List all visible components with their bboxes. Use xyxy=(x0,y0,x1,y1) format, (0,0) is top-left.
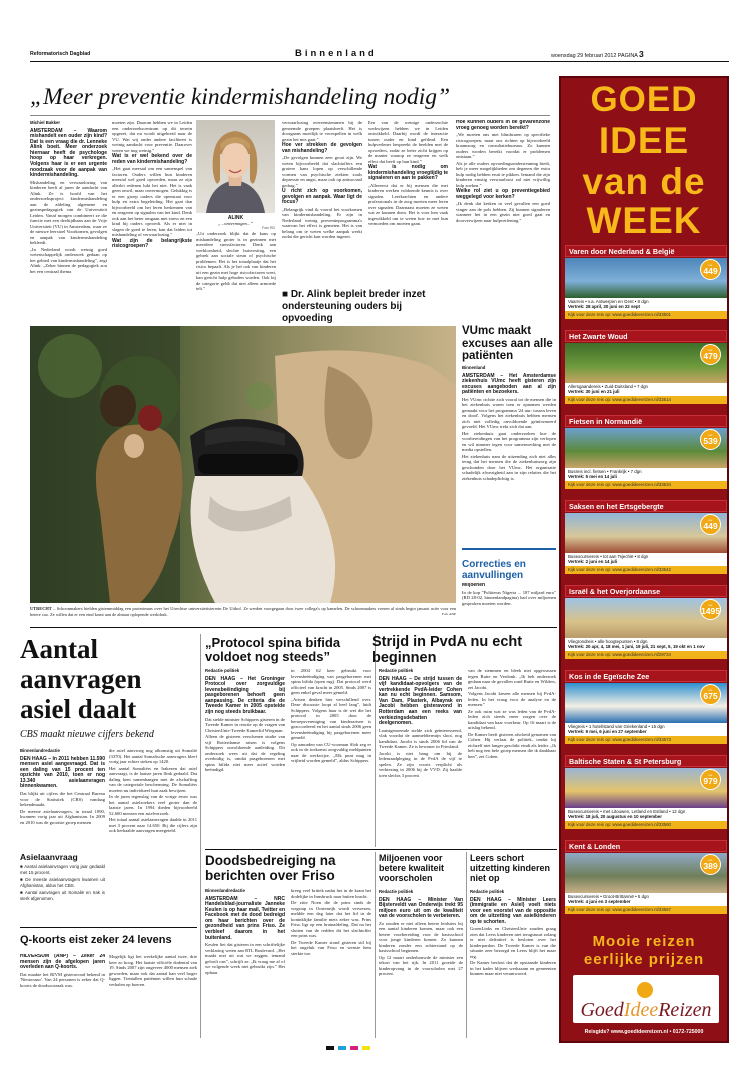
ad-trip-type: Busexcursiereis • tot aan Tsjechië • 8 dgn xyxy=(568,554,649,559)
travel-advertisement xyxy=(559,76,729,1043)
spina-col-2 xyxy=(291,668,371,845)
ad-departure: Vertrek: 28 april, 30 juni en 22 sept xyxy=(568,304,640,310)
friso-paragraph: De zitte Noen die de prins sinds de wegstap in Oostenrijk wordt verwezen, meldde een dag later dat het lid in de koninklijke familie niets zeker was. Prins Friso ligt op een brainafdeling. Dat na het sluiten van de redden dit het slachtoffer een prins was. xyxy=(291,900,371,938)
ad-trip-type: Vliegreis • 1 hotel/stand van Griekenland • 15 dgn xyxy=(568,724,665,729)
friso-headline: Doodsbedreiging na berichten over Friso xyxy=(205,853,336,883)
portrait-photo xyxy=(196,120,275,213)
price-badge xyxy=(700,259,721,280)
main-col-2 xyxy=(112,120,192,321)
main-question: Wat is nodig om kindermishandeling vroegtijdig te signaleren en aan te pakken? xyxy=(368,164,448,182)
price-value: 979 xyxy=(703,776,718,786)
leers-paragraph: GroenLinks en ChristenUnie zouden graag zien dat Leers kinderen niet terugstuurt zolang er niet definitief is besloten over het kinderpardon. De Tweede Kamer is van die situatie zeer bezorgd en Leers blijft het maar erg. xyxy=(470,926,556,959)
caption-credit: Foto ANP xyxy=(441,611,456,616)
corrections-box xyxy=(462,583,556,621)
ad-title-idee: IDEE xyxy=(598,120,690,161)
ad-departure: Vertrek: 5 mei en 14 juli xyxy=(568,474,617,480)
price-badge xyxy=(700,854,721,875)
main-intro: AMSTERDAM – Waarom mishandelt een ouder zijn kind? Dat is een vraag die dr. Lenneke Alink boeit. Meer onderzoek hiernaar heeft de psychologe hoop op haar verkregen. Volgens haar is er een urgente noodzaak voor de aanpak van kindermishandeling. xyxy=(30,127,107,179)
pvda-paragraph: Volgens Jacobi kiezen alle mensen bij PvdA-leden. In het vraag voor de analyse en de mensen.” xyxy=(468,691,556,707)
ad-destination-info xyxy=(565,383,727,396)
asiel-paragraph: In de jaren tegenslag van de vorige eeuw was het aantal asielzoekers veel groter dan de laatste jaren. In 1994 dieden bijvoorbeeld 52.600 mensen een asielverzoek. xyxy=(109,794,197,816)
main-paragraph: verwaarlozing overeenstemmen bij de genoemde groepen plaatsheeft. Het is doorgaans moeilijk te voorspellen in welk gezin het mis gaat.” xyxy=(282,120,362,142)
logo-reizen: Reizen xyxy=(658,999,712,1021)
ad-destination-title: Kos in de Egeïsche Zee xyxy=(565,670,727,682)
miljoenen-intro: DEN HAAG – Minister Van Bijsterveldt van Onderwijs trekt 95 miljoen euro uit om de kwaliteit van de voorscholen te verbeteren. xyxy=(379,896,463,920)
price-value: 1495 xyxy=(701,606,721,616)
friso-intro: AMSTERDAM – NRC Handelsblad-journaliste Janneke Keulen is op haar mail, Twitter en Facebook met de dood bedreigd om haar berichten over de gezondheid van prins Friso. Ze verbleef daarom in het buitenland. xyxy=(205,895,285,941)
main-paragraph: „We moeten ons niet blindstaren op specifieke risicogroepen, maar ons richten op bijvoorbeeld kraamzorg en consultatiebureaus. Zo kunnen ouders worden bereikt voordat er problemen ontstaan.” xyxy=(456,132,550,160)
pvda-paragraph: Jacobi is niet bang om bij de ledenraadpleging in de PvdA de vijf te spelen. Ze zijn voorts verplicht als verkiezing in 2006 bij de VVD. Zij haalde toen slechts 3 procent xyxy=(379,750,462,778)
portrait-credit: Foto RD xyxy=(261,226,275,230)
corrections-headline: Correcties en aanvullingen xyxy=(462,559,526,581)
miljoenen-article xyxy=(379,889,463,1037)
asiel-box-item: ■ Aantal asielaanvragen vorig jaar gedaald met 15 procent. xyxy=(20,864,105,875)
asiel-subhead: CBS maakt nieuwe cijfers bekend xyxy=(20,729,154,740)
page-date xyxy=(551,49,644,59)
pvda-headline: Strijd in PvdA nu echt beginnen xyxy=(372,634,523,666)
main-col-5 xyxy=(368,120,448,280)
ad-destination-info xyxy=(565,893,727,906)
ad-destination-info xyxy=(565,808,727,821)
pvda-paragraph: Laatstgenoemde stelde zich geïnteresseerd, vlak voordat de aanmeldtermijn sloot, nog kandidaat. Jacobi is sinds 2006 lid van de Tweede Kamer. Ze is bewoner in Friesland. xyxy=(379,727,462,750)
main-col-4 xyxy=(282,120,362,280)
ad-destination-link[interactable]: Kijk voor deze reis op: www.goedideereizen.nl/29734 xyxy=(565,651,727,659)
qkoorts-rule xyxy=(20,927,197,928)
ad-destination-link[interactable]: Kijk voor deze reis op: www.goedideereizen.nl/33573 xyxy=(565,736,727,744)
leers-article xyxy=(470,889,556,1037)
pvda-intro: DEN HAAG – De strijd tussen de vijf kandidaat-opvolgers van de vertrekkende PvdA-leider Cohen kan nu echt beginnen. Samsom, Van Dam, Plasterk, Albayrak en Jacobi hebben gisteravond in Rotterdam aan een reeks van verkiezingsdebatten deelgenomen. xyxy=(379,675,462,727)
asiel-fact-box xyxy=(20,852,105,922)
main-paragraph: „Uit onderzoek blijkt dat de kans op mishandeling groter is in gezinnen met meerdere stressfactoren. Denk aan werkloosheid, slechte huisvesting, een gebrek aan sociale steun of psychische problemen. Het is het totaalplaatje dat het risico bepaalt. Als je het ook van kinderen uit een gezin met hoge risicofactoren weet, kan gericht hulp geboden worden. Ook bij de categorie geldt dat niet alleen armoede telt.” xyxy=(196,231,276,291)
price-value: 389 xyxy=(703,861,718,871)
vumc-paragraph: Het ziekenhuis gaat onderzoeken hoe de voorbereidingen van het programma zijn verlopen en wil nimmer tegen voor samenwerking met de media opstellen. xyxy=(462,430,556,453)
spina-paragraph: „Artsen denken hier verschillend over. Deze discussie loopt al heel lang”, luidt Schippers. Volgens haar is de wet die het protocol in 2005 door de beroepsvereniging van kinderartsen is geaccordeerd en het aantal sinds 2006 geen levensbeëindiging bij pasgeborenen meer gemeld. xyxy=(291,696,371,740)
main-question: Wat is er wel bekend over de reden van kindermishandeling? xyxy=(112,153,192,165)
ad-title-goed: GOED xyxy=(590,80,698,119)
vumc-paragraph: Het VUmc richtte zich vooral tot de mensen die in het ziekenhuis waren toen er opnamen werden gemaakt voor het programma '24 uur: tussen leven en dood'. Volgens het ziekenhuis hebben mensen zich niet volledig onvoldoende geïnformeerd gevoeld. Het VUmc trekt zich dat aan. xyxy=(462,396,556,430)
miljoenen-headline: Miljoenen voor betere kwaliteit voorscholen xyxy=(379,853,445,883)
print-mark xyxy=(350,1046,358,1050)
pvda-credit: Redactie politiek xyxy=(379,668,414,673)
spina-intro: DEN HAAG – Het Groninger Protocol over zorgvuldige levensbeëindiging bij pasgeborenen behoeft geen aanpassing. De criteria die de Tweede Kamer in 2005 opstelde zijn nog steeds bruikbaar. xyxy=(205,675,285,716)
ad-slogan-2: eerlijke prijzen xyxy=(583,951,705,968)
price-label: v.a. xyxy=(708,263,713,267)
corrections-sub: Miljoenen xyxy=(462,583,486,588)
ad-destination-photo xyxy=(565,768,727,808)
ad-destination-info xyxy=(565,723,727,736)
qkoorts-paragraph: Mogelijk ligt het werkelijke aantal twee, drie keer zo hoog. Het laatste officiële dodental van 19. Sinds 2007 zijn ongeveer 4000 mensen ziek geworden, maar ook dat aantal kan veel hoger liggen. Tientallen patiënten willen hun schade verhalen op boeren. xyxy=(109,954,197,987)
leers-headline: Leers schort uitzetting kinderen niet op xyxy=(470,853,551,883)
main-paragraph: Als je alle ouders opvoedingsondersteuning biedt, heb je meer mogelijkheden om degenen die extra hulp nodig hebben eruit te pikken. Iemand die zijn kinderen ernstig verwaarloost zal niet vrijwillig hulp zoeken.” xyxy=(456,160,550,188)
ad-logo xyxy=(573,975,719,1023)
ad-footer: Reisgids? www.goedideereizen.nl • 0172-725000 xyxy=(584,1029,704,1035)
main-col-1 xyxy=(30,120,107,321)
ad-title-week: WEEK xyxy=(586,200,702,241)
ad-trip-type: Busexcursiereis • Groot-Brittannië • 5 dgn xyxy=(568,894,649,899)
vumc-headline: VUmc maakt excuses aan alle patiënten xyxy=(462,325,553,363)
main-paragraph: „Belangrijk vind ik vooral het voorkomen van kindermishandeling. Er zijn in Nederland weinig preventieprogramma's waarvan het effect is gemeten. Het is van belang om te weten welke aanpak werkt zodat die gericht kan worden ingezet. xyxy=(282,206,362,240)
vumc-paragraph: Het ziekenhuis nam de uitzending zich niet alles terug dat het mensen die de ziekenhuiszorg zijn geschonden door het VUmc. Het organisatie schadelijk afwezigheid aan in zijn relaties die het ziekenhuis schadeplichtig is. xyxy=(462,453,556,481)
asiel-headline: Aantal aanvragen asiel daalt xyxy=(20,634,142,724)
asiel-paragraph: De meeste asielaanvragers, in totaal 1890, kwamen vorig jaar uit Afghanistan. In 2009 en 2010 was de grootste groep mensen xyxy=(20,808,105,825)
ad-destination-link[interactable]: Kijk voor deze reis op: www.goedideereizen.nl/33567 xyxy=(565,906,727,914)
section-title: Binnenland xyxy=(295,48,377,59)
spina-paragraph: Op aanraden van CU-voorman Slob zeg er ook in de toekomst zorgvuldig meldpunten naar de werkwijze. „Elk punt mag in vrijheid worden gemeld”, aldus Schippers. xyxy=(291,741,371,763)
price-badge xyxy=(700,344,721,365)
ad-destination-link[interactable]: Kijk voor deze reis op: www.goedideereizen.nl/33514 xyxy=(565,396,727,404)
ad-trip-type: Vaarreis • v.a. Antwerpen en Gent • 8 dgn xyxy=(568,299,649,304)
vumc-credit: Binnenland xyxy=(462,365,486,370)
main-paragraph: „Het gaat meestal om een samenspel van factoren. Ouders willen hun kinderen meestal wel goed opvoeden, maar ze zijn allerlei redenen lukt het niet. Het is vaak geen onwil, maar onvermogen. Gelukkig is er een groep ouders die openstaat voor hulp en extra begeleiding. Het gaat dan bijvoorbeeld om het leren herkennen van en reageren op signalen van het kind. Denk ook aan het beter omgaan met stress en een kind bij ouders opvoedt. Als er niet in slagen de goed te leren, kan dat leiden tot mishandeling of verwaarlozing.” xyxy=(112,166,192,238)
price-label: v.a. xyxy=(708,518,713,522)
price-value: 449 xyxy=(703,266,718,276)
ad-departure: Vertrek: 9 mei, 6 juni en 27 september xyxy=(568,729,647,735)
ad-departure: Vertrek: 2 juni en 14 juli xyxy=(568,559,618,565)
main-paragraph: „Ik denk dat kerken in veel gevallen een goed vinger aan de pols hebben. Zij kunnen signaleren wanneer het in een gezin niet goed gaat en doorverwijzen naar hulpverlening.” xyxy=(456,201,550,223)
asiel-paragraph: die asiel aanvroeg nog afkomstig uit Somalië (3370). Het aantal Somalische aanvragers bleef vorig jaar echter steken op 1420. xyxy=(109,748,197,764)
ad-destination-link[interactable]: Kijk voor deze reis op: www.goedideereizen.nl/33534 xyxy=(565,481,727,489)
price-badge xyxy=(700,769,721,790)
spina-paragraph: in 2004 62 keer gebruikt voor levensbeëindiging van pasgeborenen met spina bifida (open rug). Dat protocol werd officieel van kracht in 2005. Sinds 2007 is geen enkel geval meer gemeld. xyxy=(291,668,371,695)
page-label: PAGINA xyxy=(617,53,638,59)
logo-idee: Idee xyxy=(623,999,659,1021)
spina-paragraph: Dat stelde minister Schippers gisteren in de Tweede Kamer in reactie op de vragen van ChristenUnie-Tweede Kamerlid Wiegman. xyxy=(205,716,285,733)
caption-place: UTRECHT xyxy=(30,606,52,611)
price-badge xyxy=(700,514,721,535)
price-value: 479 xyxy=(703,351,718,361)
leers-credit: Redactie politiek xyxy=(470,889,505,894)
ad-destination-title: Het Zwarte Woud xyxy=(565,330,727,342)
price-label: v.a. xyxy=(708,858,713,862)
price-value: 539 xyxy=(703,436,718,446)
ad-destination-link[interactable]: Kijk voor deze reis op: www.goedideereizen.nl/33501 xyxy=(565,311,727,319)
vumc-intro: AMSTERDAM – Het Amsterdamse ziekenhuis VUmc heeft gisteren zijn excuses aangeboden aan al zijn patiënten en bezoekers. xyxy=(462,372,556,396)
column-divider xyxy=(375,852,376,1038)
column-divider xyxy=(466,852,467,1038)
qkoorts-paragraph: Dat maakte het RIVM gisteravond bekend in 'Nieuwsuur'. Van 24 personen is zeker dat Q-koorts de doodsoorzaak was. xyxy=(20,971,105,988)
portrait-caption: „...onvermogen...” xyxy=(218,221,253,226)
spina-col-1 xyxy=(205,668,285,845)
friso-paragraph: De Tweede Kamer stond gisteren stil bij het ongeluk van Friso en wenste hem sterkte toe. xyxy=(291,939,371,956)
pvda-col-1 xyxy=(379,668,462,845)
photo-caption xyxy=(30,606,456,618)
price-badge xyxy=(700,429,721,450)
byline: Michiel Bakker xyxy=(30,120,61,125)
price-badge xyxy=(700,599,721,620)
masthead-left: Reformatorisch Dagblad xyxy=(30,51,91,57)
asiel-paragraph: Het totaal aantal asielaanvragen daalde in 2011 met 3 procent naar 14.650. Bij die cijfers zijn ook herhaalde aanvragen meegeteld. xyxy=(109,817,197,833)
main-question: Welke rol ziet u op preventiegebied weggelegd voor kerken? xyxy=(456,188,550,200)
qkoorts-intro: HILVERSUM (ANP) – Zeker 24 mensen zijn de afgelopen jaren overleden aan Q-koorts. xyxy=(20,954,105,971)
main-question: Wat zijn de belangrijkste risicogroepen? xyxy=(112,237,192,250)
miljoenen-paragraph: Op 12 maart onderbouwde de minister een tekort van het rijk. In 2011 groeide de kinderopvang in de voorscholen met 27 procent. xyxy=(379,954,463,977)
ad-destination-photo xyxy=(565,513,727,553)
qkoorts-col-1 xyxy=(20,954,105,1036)
logo-goed: Goed xyxy=(580,999,624,1021)
leers-intro: DEN HAAG – Minister Leers (Immigratie en Asiel) voelt niets voor een voorstel van de oppositie om de uitzetting van asielkinderen op te schorten. xyxy=(470,896,556,925)
asiel-col-1 xyxy=(20,748,105,846)
ad-destination-link[interactable]: Kijk voor deze reis op: www.goedideereizen.nl/33560 xyxy=(565,821,727,829)
ad-trip-type: Busexcursiereis • met Litouwen, Letland en Estland • 12 dgn xyxy=(568,809,686,814)
print-mark xyxy=(338,1046,346,1050)
ad-departure: Vertrek: 30 juni en 21 juli xyxy=(568,389,620,395)
portrait-figure xyxy=(196,120,275,213)
print-mark xyxy=(362,1046,370,1050)
main-paragraph: „De gevolgen kunnen zeer groot zijn. We weten bijvoorbeeld dat slachtoffers een grotere kans lopen op verschillende vormen van psychische ziekten zoals depressie en angst, maar ook op antisociaal gedrag.” xyxy=(282,155,362,188)
price-label: v.a. xyxy=(708,433,713,437)
main-col-6 xyxy=(456,120,550,321)
page-number: 3 xyxy=(639,49,644,59)
main-paragraph: „In Nederland wordt weinig goed wetenschappelijk onderzoek gedaan op het gebied van kindermishandeling”, zegt Alink. „Zeker binnen de pedagogiek zou het een centraal thema xyxy=(30,246,107,274)
asiel-box-item: ■ Aantal aanvragen uit Somalië en Irak is sterk afgenomen. xyxy=(20,890,105,901)
ad-destination-info xyxy=(565,638,727,651)
ad-title-vande: van de xyxy=(582,161,706,202)
spina-headline: „Protocol spina bifida voldoet nog steeds” xyxy=(205,635,341,664)
asiel-box-text: Aantal asielaanvragen vorig jaar gedaald met 15 procent. xyxy=(20,864,105,875)
asiel-paragraph: Het aantal Somaliërs en Irakezen dat asiel aanvraagt, is de laatste jaren flink gedaald. Dat daling kent samenhangen met de afschaffing van de categoriale bescherming. De Somaliërs moeten nu individueel hun zaak bewijzen. xyxy=(109,765,197,793)
miljoenen-credit: Redactie politiek xyxy=(379,889,414,894)
ad-destination-title: Varen door Nederland & België xyxy=(565,245,727,257)
ad-departure: Vertrek: 4 juni en 3 september xyxy=(568,899,631,905)
main-question: U richt zich op voorkomen, gevolgen en aanpak. Waar ligt de focus? xyxy=(282,188,362,206)
ad-destination-title: Fietsen in Normandië xyxy=(565,415,727,427)
main-headline-rule xyxy=(30,115,550,116)
friso-col-1 xyxy=(205,888,285,1038)
ad-destination-photo xyxy=(565,853,727,893)
ad-destination-photo xyxy=(565,258,727,298)
ad-trip-type: Busreis incl. fietsen • Frankrijk • 7 dgn xyxy=(568,469,642,474)
ad-destination-title: Baltische Staten & St Petersburg xyxy=(565,755,727,767)
spina-credit: Redactie politiek xyxy=(205,668,240,673)
print-mark xyxy=(326,1046,334,1050)
main-paragraph: Een van de weinige onderzochte werkwijzen hebben we in Leiden ontwikkeld. Daarbij wordt de interactie tussen ouder en kind gefilmd. Een hulpverlener bespreekt de beelden met de opvoeders, zodat ze beter zicht krijgen op de manier waarop ze reageren en welk effect dat heeft op hun kind.” xyxy=(368,120,448,164)
main-col-3 xyxy=(196,231,276,321)
ad-destination-link[interactable]: Kijk voor deze reis op: www.goedideereizen.nl/33542 xyxy=(565,566,727,574)
ad-destination-photo xyxy=(565,428,727,468)
asiel-box-title: Asielaanvraag xyxy=(20,852,78,862)
lower-section-rule xyxy=(30,627,557,628)
ad-destination-photo xyxy=(565,683,727,723)
corrections-text: In de kop "Politieras Nigeria ... 187 miljard euro" (RD 28-02, binnenlandpagina) had over miljoenen gesproken moeten worden. xyxy=(462,589,556,606)
price-value: 675 xyxy=(703,691,718,701)
pullquote: ■ Dr. Alink bepleit breder inzet ondersteuning ouders bij opvoeding xyxy=(282,289,426,324)
price-value: 449 xyxy=(703,521,718,531)
ad-destination-info xyxy=(565,468,727,481)
miljoenen-paragraph: Zo zouden er niet alleen betere leidsters bij een aantal kinderen komen, maar ook een betere voorbereiding voor de basisschool voor jonge kinderen komen. Zo kunnen kinderen zonder een achterstand op de basisschool beginnen. xyxy=(379,920,463,954)
spina-paragraph: Alleen de gisteren verschenen studie van vijf Rotterdamse artsen is volgens Schippers onvoldoende aanleiding. Dit onderzoek wees uit dat de regeling overbodig is, omdat pasgeborenen met spina bifida niet meer actief worden beëindigd. xyxy=(205,734,285,773)
friso-credit: Binnenlandredactie xyxy=(205,888,245,893)
main-question: Hoe kunnen ouders in de gevarenzone vroeg genoeg worden bereikt? xyxy=(456,120,550,131)
corrections-rule xyxy=(462,548,556,550)
vumc-article xyxy=(462,365,556,535)
friso-col-2 xyxy=(291,888,371,1038)
pvda-col-2 xyxy=(468,668,556,845)
date-text: woensdag 29 februari 2012 xyxy=(551,53,617,59)
bottom-section-rule xyxy=(205,849,557,850)
friso-paragraph: Keulen liet dat gisteren in een schriftelijke verklaring weten aan RTL Boulevard. „Het maakt niet uit wat we zeggen, iemand gelooft ons”, schrijft ze. „Ik vraag me af of we volgende week niet gebruikt zijn.” Het ophaar xyxy=(205,942,285,975)
ad-trip-type: Allersgaandereis • Zuid-Duitsland • 7 dgn xyxy=(568,384,648,389)
ad-destination-info xyxy=(565,553,727,566)
leers-paragraph: De Kamer besloot dat de opstaande kinderen in het kader blijven werkzaam en gemeenten kunnen maar niet verantwoord. xyxy=(470,960,556,977)
main-paragraph: moeten zijn. Daarom hebben we in Leiden een onderzoekscentrum op dit terrein opgezet, dat nu wordt uitgebreid naar de VU. Wat wij onder andere faciliteert is weinig aandacht voor preventie. Daarover weten we nog weinig.” xyxy=(112,120,192,153)
main-headline: „Meer preventie kindermishandeling nodig” xyxy=(30,84,451,110)
logo-sun-icon xyxy=(637,982,653,998)
header-rule xyxy=(30,61,729,62)
main-question: Hoe ver strekken de gevolgen van mishandeling? xyxy=(282,142,362,154)
pvda-paragraph: van de stemmen en bleek niet opgewassen tegen Rutte en Verdonk. „Ik heb onderzoek gedaan naar de gevallen rond Rutte en Wilders, zei Jacobi. xyxy=(468,668,556,690)
portrait-name: ALINK xyxy=(227,215,244,221)
ad-departure: Vertrek: 18 juli, 20 augustus en 10 september xyxy=(568,814,662,820)
price-label: v.a. xyxy=(708,603,713,607)
price-badge xyxy=(700,684,721,705)
ad-destination-title: Israël & het Overjordaanse xyxy=(565,585,727,597)
pvda-paragraph: De Kamer heeft gisteren afscheid genomen van Cohen. Hij verlaat de politiek, omdat hij zichzelf niet langer geschikt vindt als leider. „Ik heb nog een hele groep mensen die ik dankbaar ben”, zei Cohen. xyxy=(468,731,556,759)
ad-slogan-1: Mooie reizen xyxy=(592,933,696,950)
column-divider xyxy=(200,634,201,1038)
pvda-paragraph: Ze ook ruim wat ze was leden van de PvdA-leden zich steeds meer zorgen over de kandidaat van haar voorkeur. Op 16 maart is de uitslag bekend. xyxy=(468,708,556,730)
ad-trip-type: Vliegrondreis • alle hoogtepunten • 8 dgn xyxy=(568,639,648,644)
asiel-credit: Binnenlandredactie xyxy=(20,748,60,753)
caption-text: – Schoonmakers hielden gisternmiddag een protestmars over het Utrechtse universiteitsterrein De Uithof. Ze werden voorgegaan door twee collega's op kamelen. De schoonmakers voeren al sinds begin januari actie voor een betere cao. Ze willen dat er een eind komt aan de almaar oplopende werkdruk. xyxy=(30,606,456,617)
price-label: v.a. xyxy=(708,688,713,692)
qkoorts-col-2 xyxy=(109,954,197,1036)
asiel-box-text: De meeste asielaanvragers kwamen uit Afghanistan, aldus het CBS. xyxy=(20,877,105,888)
ad-destination-photo xyxy=(565,343,727,383)
print-marks xyxy=(326,1046,412,1050)
camel-photo xyxy=(30,326,456,603)
ad-departure: Vertrek: 20 apr, 4, 18 mei, 1 juni, 19 juli, 21 sept, 5, 19 okt en 1 nov xyxy=(568,644,705,650)
price-label: v.a. xyxy=(708,773,713,777)
asiel-paragraph: Dat blijkt uit cijfers die het Centraal Bureau voor de Statistiek (CBS) vandaag bekendmaakt. xyxy=(20,791,105,808)
ad-destination-photo xyxy=(565,598,727,638)
friso-paragraph: kreeg veel kritiek nadat het in de krant het dodelijke in Innsbruck naar buiten bracht. xyxy=(291,888,371,899)
asiel-box-text: Aantal aanvragen uit Somalië en Irak is sterk afgenomen. xyxy=(20,890,105,901)
asiel-intro: DEN HAAG – In 2011 hebben 11.590 mensen asiel aangevraagd. Dat is een daling van 15 procent ten opzichte van 2010, toen er nog 13.340 asielaanvragen binnenkwamen. xyxy=(20,755,105,790)
ad-destination-info xyxy=(565,298,727,311)
asiel-col-2 xyxy=(109,748,197,920)
price-label: v.a. xyxy=(708,348,713,352)
ad-destination-title: Saksen en het Ertsgebergte xyxy=(565,500,727,512)
asiel-box-item: ■ De meeste asielaanvragers kwamen uit Afghanistan, aldus het CBS. xyxy=(20,877,105,888)
qkoorts-headline: Q-koorts eist zeker 24 levens xyxy=(20,934,172,946)
camel-scene xyxy=(30,326,456,603)
ad-destination-title: Kent & Londen xyxy=(565,840,727,852)
main-paragraph: „Allereerst dat er bij mensen die met kinderen werken voldoende kennis is over signalen. Leerkrachten en andere professionals in de zorg moeten meer leren over signalen. Daarnaast moeten ze weten wat ze kunnen doen. Het is voor hen vaak ingewikkeld om te weten hoe ze met hun vermoeden om moeten gaan. xyxy=(368,182,448,227)
main-paragraph: Mishandeling en verwaarlozing van kinderen heeft al jaren de aandacht van Alink. Ze is hoofd van het onderzoeksproject kindermishandeling aan de afdeling algemene en gezinspedagogiek van de Universiteit Leiden. Vanaf morgen combineert ze die functie met een deeltijdbaan aan de Vrije Universiteit (VU) in Amsterdam, waar ze de nieuwe leerstoel Voorkomen, gevolgen en aanpak van kindermishandeling bekleedt. xyxy=(30,179,107,246)
